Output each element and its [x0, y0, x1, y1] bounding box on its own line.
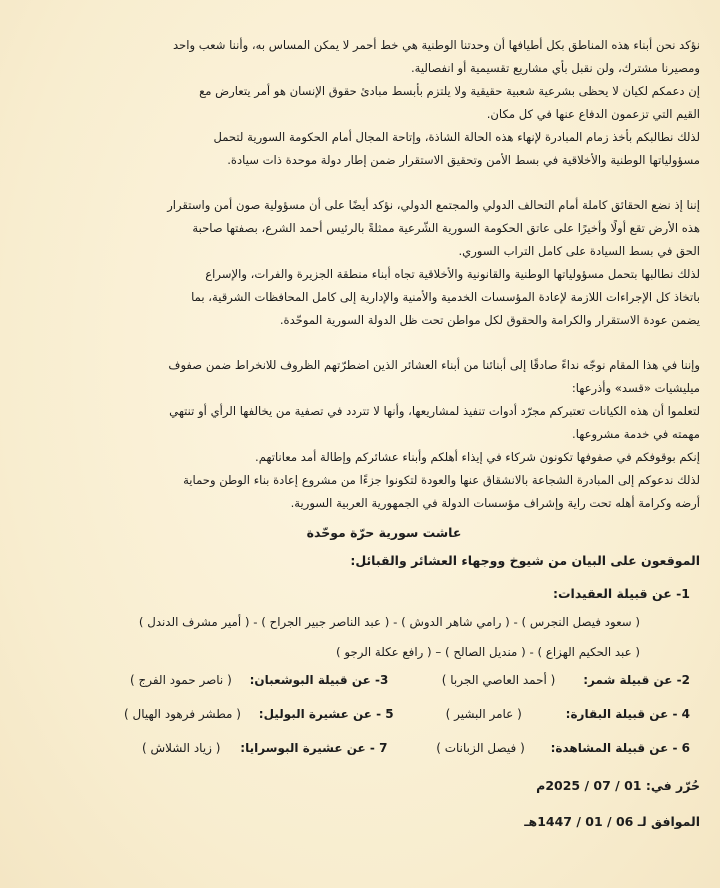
- text-line: يضمن عودة الاستقرار والكرامة والحقوق لكل مواطن تحت ظل الدولة السورية الموحّدة.: [279, 313, 700, 327]
- tribe-signer: ( ناصر حمود الفرج ): [130, 673, 232, 687]
- text-line: ميليشيات «قسد» وأذرعها:: [571, 381, 700, 395]
- tribe-signer: ( فيصل الزبانات ): [436, 741, 525, 755]
- tribe-entry: [124, 707, 394, 721]
- tribe-label: 5 - عن عشيرة البوليل:: [258, 707, 394, 721]
- tribe-signer: ( عامر البشير ): [445, 707, 522, 721]
- text-line: مسؤولياتها الوطنية والأخلاقية في بسط الأمن وتحقيق الاستقرار ضمن إطار دولة موحدة ذات سيادة.: [227, 153, 700, 167]
- text-line: إننا إذ نضع الحقائق كاملة أمام التحالف الدولي والمجتمع الدولي، نؤكد أيضًا على أن مسؤولية صون أمن واستقرار: [167, 198, 700, 212]
- tribe-heading-uqaydat: 1- عن قبيلة العقيدات:: [552, 586, 690, 601]
- tribe-entry: [130, 673, 388, 687]
- signers-heading: الموقعون على البيان من شيوخ ووجهاء العشائر والقبائل:: [350, 553, 700, 568]
- text-line: لذلك نطالبها بتحمل مسؤولياتها الوطنية والقانونية والأخلاقية تجاه أبناء منطقة الجزيرة والفرات، والإسراع: [205, 267, 700, 281]
- tribe-entry: [442, 673, 690, 687]
- text-line: إنكم بوقوفكم في صفوفها تكونون شركاء في إيذاء أهلكم وأبناء عشائركم وإطالة أمد معاناتهم.: [255, 450, 700, 464]
- text-line: أرضه وكرامة أهله تحت راية وإشراف مؤسسات الدولة في الجمهورية العربية السورية.: [290, 496, 700, 510]
- tribe-entry: [142, 741, 387, 755]
- tribe-row: [68, 667, 700, 701]
- issued-date: حُرّر في: 01 / 07 / 2025م: [536, 778, 700, 793]
- text-line: إن دعمكم لكيان لا يحظى بشرعية شعبية حقيقية ولا يلتزم بأبسط مبادئ حقوق الإنسان هو أمر يتعارض مع: [199, 84, 700, 98]
- tribe-entry: [446, 707, 690, 721]
- tribe-label: 3- عن قبيلة البوشعبان:: [249, 673, 389, 687]
- text-line: باتخاذ كل الإجراءات اللازمة لإعادة المؤسسات الخدمية والأمنية والإدارية إلى كامل المحافظات الشرقية، بما: [191, 290, 700, 304]
- tribe-label: 4 - عن قبيلة البقارة:: [565, 707, 690, 721]
- text-line: الحق في بسط السيادة على كامل التراب السوري.: [458, 244, 700, 258]
- signer-names-line: ( عبد الحكيم الهزاع ) - ( منديل الصالح ) – ( رافع عكلة الرجو ): [336, 645, 640, 659]
- text-line: هذه الأرض تقع أولًا وأخيرًا على عاتق الحكومة السورية الشّرعية ممثلةً بالرئيس أحمد الشرع، بصفتها صاحبة: [192, 221, 700, 235]
- slogan: عاشت سورية حرّة موحّدة: [306, 525, 462, 540]
- text-line: لذلك ندعوكم إلى المبادرة الشجاعة بالانشقاق عنها والعودة لتكونوا جزءًا من مشروع إعادة بناء الوطن وحماية: [183, 473, 700, 487]
- tribe-row: [68, 735, 700, 769]
- tribe-signer: ( مطشر فرهود الهيال ): [124, 707, 241, 721]
- text-line: القيم التي تزعمون الدفاع عنها في كل مكان.: [486, 107, 700, 121]
- tribe-label: 6 - عن قبيلة المشاهدة:: [550, 741, 690, 755]
- document-page: [68, 34, 700, 769]
- tribe-entry: [436, 741, 690, 755]
- text-line: لتعلموا أن هذه الكيانات تعتبركم مجرّد أدوات تنفيذ لمشاريعها، وأنها لا تتردد في تصفية من يخالفها الرأي أو تنتهي: [169, 404, 700, 418]
- tribe-label: 2- عن قبيلة شمر:: [583, 673, 690, 687]
- paragraph-government: [68, 194, 700, 332]
- text-line: ومصيرنا مشترك، ولن نقبل بأي مشاريع تقسيمية أو انفصالية.: [411, 61, 700, 75]
- hijri-date: الموافق لـ 06 / 01 / 1447هـ: [524, 814, 700, 829]
- tribe-row: [68, 701, 700, 735]
- text-line: وإننا في هذا المقام نوجّه نداءً صادقًا إلى أبنائنا من أبناء العشائر الذين اضطرّتهم الظروف للانخراط ضمن صفوف: [168, 358, 700, 372]
- tribe-signer: ( أحمد العاصي الجربا ): [441, 673, 556, 687]
- text-line: لذلك نطالبكم بأخذ زمام المبادرة لإنهاء هذه الحالة الشاذة، وإتاحة المجال أمام الحكومة السورية لتحمل: [213, 130, 700, 144]
- paragraph-appeal: [68, 354, 700, 515]
- document-footer: [524, 768, 700, 840]
- tribe-signer: ( زياد الشلاش ): [142, 741, 221, 755]
- text-line: مهمته في خدمة مشروعها.: [572, 427, 700, 441]
- tribe-label: 7 - عن عشيرة البوسرايا:: [240, 741, 388, 755]
- signer-names-line: ( سعود فيصل النجرس ) - ( رامي شاهر الدوش ) - ( عبد الناصر جبير الجراح ) - ( أمير مشرف الدندل ): [138, 615, 640, 629]
- text-line: نؤكد نحن أبناء هذه المناطق بكل أطيافها أن وحدتنا الوطنية هي خط أحمر لا يمكن المساس به، وأننا شعب واحد: [172, 38, 700, 52]
- paragraph-unity: [68, 34, 700, 172]
